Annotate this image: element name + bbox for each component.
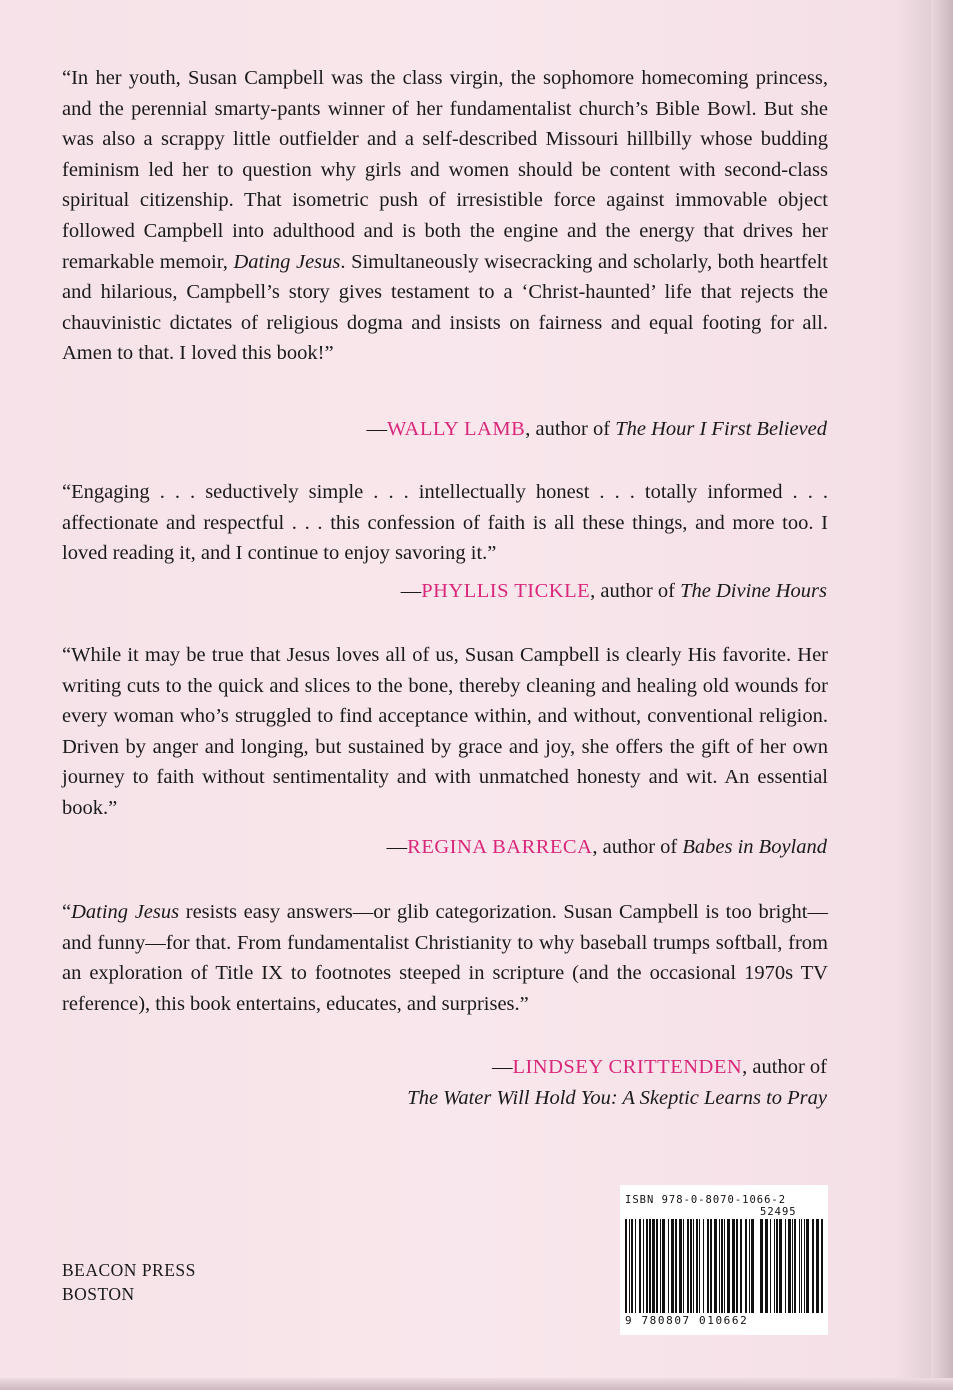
author-book-title: The Hour I First Believed	[615, 418, 827, 440]
barcode-bar	[801, 1219, 802, 1313]
barcode-bar	[714, 1219, 717, 1313]
quote-text: resists easy answers—or glib categorization. Susan Campbell is too bright—and funny—for that. From fundamentalist Christianity to why baseball trumps softball, from an exploration of Title IX to footnotes steeped in scripture (and the occasional 1970s TV reference), this book entertains, educates, and surprises.”	[62, 901, 828, 1015]
barcode-bar	[821, 1219, 823, 1313]
price-code: 52495	[760, 1206, 797, 1218]
author-book-title: Babes in Boyland	[682, 836, 827, 858]
barcode-bar	[765, 1219, 768, 1313]
blurb-attribution	[387, 832, 827, 863]
quote-book-title: Dating Jesus	[233, 250, 341, 273]
barcode-bar	[745, 1219, 747, 1313]
barcode-bar	[749, 1219, 750, 1313]
blurb-quote	[62, 640, 828, 824]
barcode-bar	[629, 1219, 630, 1313]
barcode-bar	[652, 1219, 655, 1313]
barcode-bar	[699, 1219, 700, 1313]
barcode-bar	[656, 1219, 658, 1313]
cover-bottom-edge	[0, 1378, 953, 1390]
barcode-bar	[693, 1219, 694, 1313]
barcode-bar	[727, 1219, 730, 1313]
barcode-bar	[690, 1219, 692, 1313]
attribution-dash: —	[491, 1056, 513, 1078]
barcode-bar	[660, 1219, 661, 1313]
quote-text: “	[62, 901, 72, 923]
blurb-attribution	[401, 576, 827, 607]
barcode-bar	[774, 1219, 775, 1313]
barcode-bar	[662, 1219, 665, 1313]
barcode-bar	[696, 1219, 698, 1313]
blurb-quote	[62, 63, 828, 369]
barcode-bar	[770, 1219, 771, 1313]
price-barcode	[760, 1219, 824, 1313]
quote-text: “Engaging . . . seductively simple . . . intellectually honest . . . totally informed . . . affectionate and respectful . . . this confession of faith is all these things, and more too. I loved reading it, and I continue to enjoy savoring it.”	[62, 481, 828, 565]
isbn-text: ISBN 978-0-8070-1066-2	[625, 1194, 787, 1206]
attribution-dash: —	[400, 580, 422, 602]
quote-text: “In her youth, Susan Campbell was the class virgin, the sophomore homecoming princess, and the perennial smarty-pants winner of her fundamentalist church’s Bible Bowl. But she was also a scrappy little outfielder and a self-described Missouri hillbilly whose budding feminism led her to question why girls and women should be content with second-class spiritual citizenship. That isometric push of irresistible force against immovable object followed Campbell into adulthood and is both the engine and the energy that drives her remarkable memoir,	[62, 67, 828, 273]
barcode-bar	[776, 1219, 778, 1313]
barcode-bar	[671, 1219, 674, 1313]
blurb-attribution	[366, 414, 827, 445]
publisher-name: BEACON PRESS	[62, 1260, 196, 1280]
barcode-bar	[740, 1219, 742, 1313]
author-book-title: The Water Will Hold You: A Skeptic Learns to Pray	[407, 1087, 827, 1109]
barcode-bar	[794, 1219, 796, 1313]
ean-barcode	[625, 1219, 755, 1313]
barcode-bar	[788, 1219, 791, 1313]
barcode-bar	[639, 1219, 641, 1313]
cover-right-edge	[931, 0, 953, 1390]
barcode-bar	[668, 1219, 669, 1313]
barcode-bar	[751, 1219, 754, 1313]
barcode-bar	[732, 1219, 735, 1313]
publisher-imprint	[62, 1258, 196, 1306]
barcode-bar	[679, 1219, 682, 1313]
barcode-bar	[760, 1219, 763, 1313]
barcode-bar	[816, 1219, 819, 1313]
barcode-bar	[675, 1219, 677, 1313]
barcode-bar	[649, 1219, 651, 1313]
blurb-quote	[62, 897, 828, 1019]
quote-text: . Simultaneously wisecracking and scholarly, both heartfelt and hilarious, Campbell’s story gives testament to a ‘Christ-haunted’ life that rejects the chauvinistic dictates of religious dogma and insists on fairness and equal footing for all. Amen to that. I loved this book!”	[62, 250, 828, 365]
barcode-bar	[806, 1219, 809, 1313]
barcode-bar	[710, 1219, 712, 1313]
barcode-bar	[687, 1219, 689, 1313]
barcode-bar	[703, 1219, 704, 1313]
author-name: WALLY LAMB	[386, 418, 526, 440]
author-of-label: , author of	[590, 580, 681, 602]
publisher-city: BOSTON	[62, 1284, 135, 1304]
blurb-attribution	[492, 1052, 827, 1083]
attribution-dash: —	[366, 418, 387, 440]
quote-book-title: Dating Jesus	[71, 901, 180, 923]
barcode-bar	[736, 1219, 738, 1313]
barcode-bar	[785, 1219, 786, 1313]
barcode-bar	[683, 1219, 684, 1313]
barcode-bar	[631, 1219, 633, 1313]
barcode-bar	[804, 1219, 805, 1313]
barcode-bar	[707, 1219, 709, 1313]
attribution-dash: —	[386, 836, 408, 858]
author-of-label: , author of	[525, 418, 616, 440]
barcode-bar	[812, 1219, 814, 1313]
ean-digits: 9 780807 010662	[625, 1314, 749, 1327]
quote-text: “While it may be true that Jesus loves all of us, Susan Campbell is clearly His favorite. Her writing cuts to the quick and slices to the bone, thereby cleaning and healing old wounds for every woman who’s struggled to find acceptance within, and without, conventional religion. Driven by anger and longing, but sustained by grace and joy, she offers the gift of her own journey to faith without sentimentality and with unmatched honesty and wit. An essential book.”	[62, 644, 828, 819]
author-name: REGINA BARRECA	[407, 836, 593, 858]
barcode-bar	[724, 1219, 725, 1313]
author-of-label: , author of	[592, 836, 683, 858]
barcode-bar	[779, 1219, 782, 1313]
barcode-bar	[646, 1219, 648, 1313]
barcode-bar	[799, 1219, 800, 1313]
author-of-label: , author of	[742, 1056, 827, 1078]
barcode-bar	[635, 1219, 636, 1313]
barcode-bar	[625, 1219, 627, 1313]
barcode-bar	[719, 1219, 720, 1313]
author-name: PHYLLIS TICKLE	[421, 580, 591, 602]
barcode-bar	[721, 1219, 723, 1313]
barcode-bar	[643, 1219, 644, 1313]
barcode-bar	[792, 1219, 793, 1313]
author-book-title: The Divine Hours	[680, 580, 827, 602]
blurb-quote	[62, 477, 828, 569]
author-name: LINDSEY CRITTENDEN	[512, 1056, 743, 1078]
